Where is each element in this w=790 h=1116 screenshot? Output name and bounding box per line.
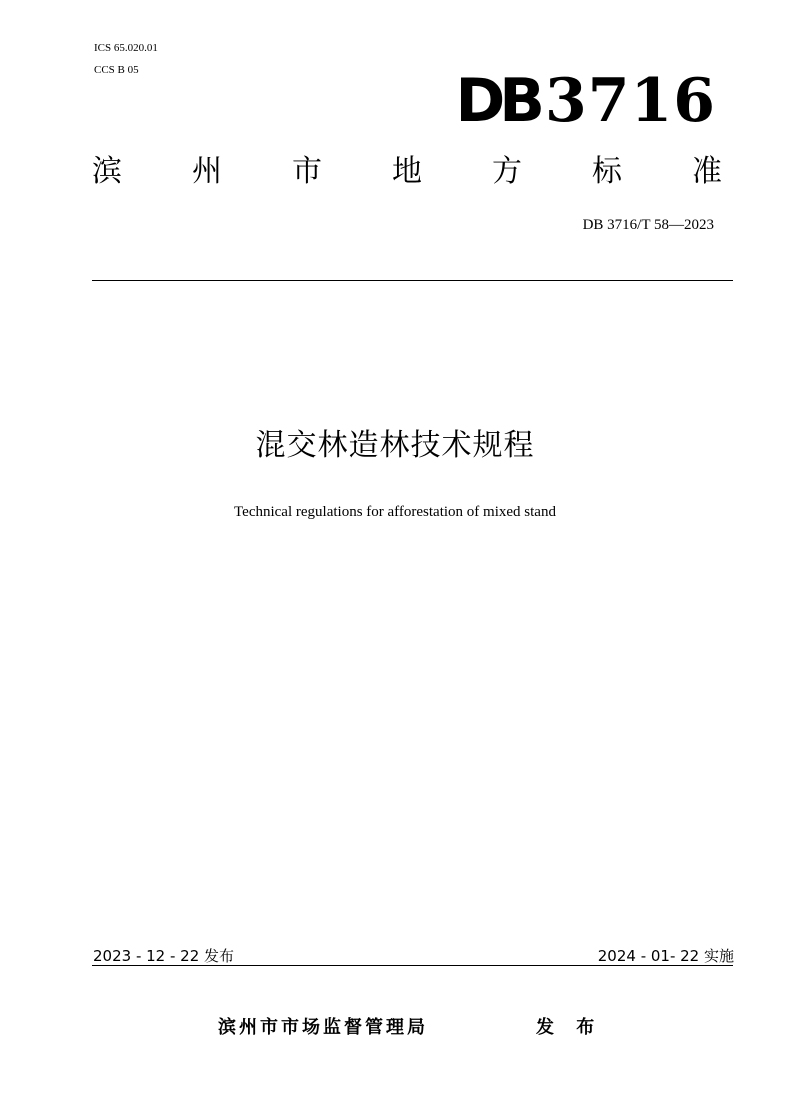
document-title-zh: 混交林造林技术规程 — [255, 428, 535, 463]
ics-code: ICS 65.020.01 — [94, 42, 158, 54]
top-divider — [92, 280, 733, 281]
issue-label: 发 布 — [536, 1017, 603, 1038]
issuing-authority: 滨州市市场监督管理局 — [218, 1017, 428, 1038]
db-logo-letters: DB — [455, 66, 539, 136]
publish-date: 2023 - 12 - 22 发布 — [93, 947, 235, 965]
bottom-divider — [92, 965, 733, 966]
standard-type-char: 滨 — [92, 154, 122, 189]
standard-type-char: 准 — [692, 154, 722, 189]
ccs-code: CCS B 05 — [94, 64, 139, 76]
implement-date: 2024 - 01- 22 实施 — [597, 947, 734, 965]
standard-type-char: 地 — [392, 154, 422, 189]
standard-type-char: 标 — [592, 154, 622, 189]
standard-type-heading — [92, 152, 722, 192]
db-logo — [455, 68, 716, 134]
standard-type-char: 州 — [192, 154, 222, 189]
db-logo-number: 3716 — [545, 66, 716, 136]
document-title-en: Technical regulations for afforestation of mixed stand — [234, 504, 556, 520]
standard-type-char: 方 — [492, 154, 522, 189]
standard-type-char: 市 — [292, 154, 322, 189]
standard-number: DB 3716/T 58—2023 — [582, 217, 714, 233]
